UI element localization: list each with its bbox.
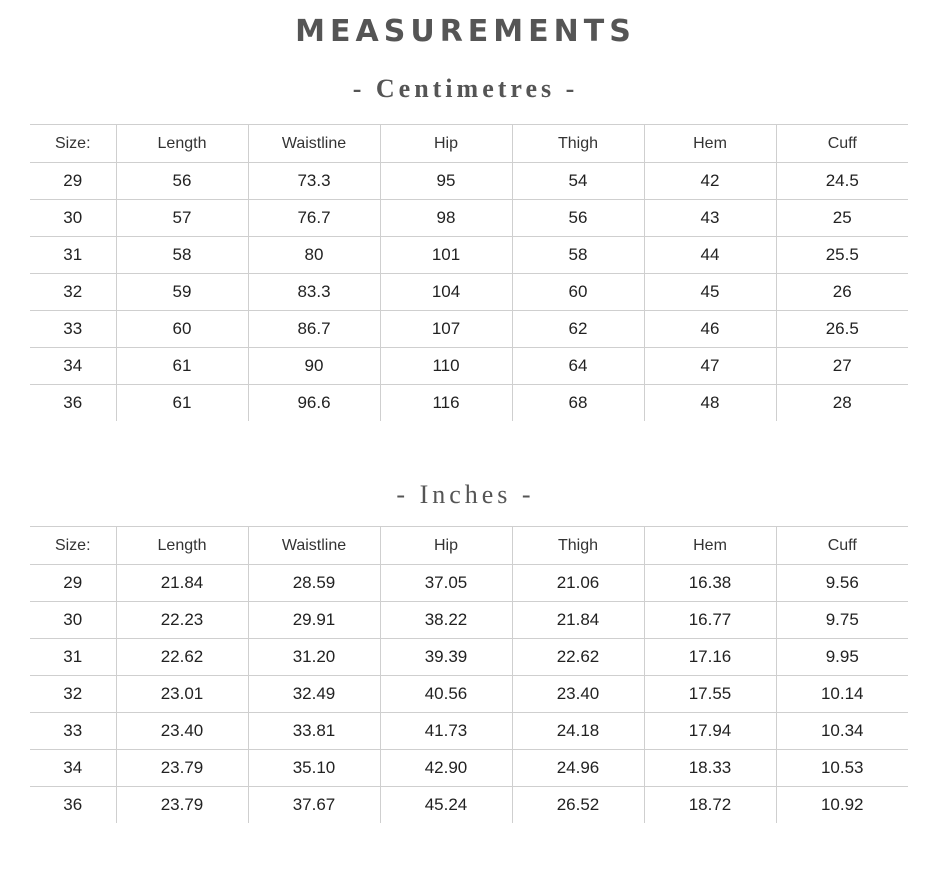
table-cell: 37.67 xyxy=(248,787,380,824)
table-cell: 16.38 xyxy=(644,565,776,602)
table-cell: 47 xyxy=(644,348,776,385)
table-cell: 18.72 xyxy=(644,787,776,824)
table-cell: 45 xyxy=(644,274,776,311)
table-cell: 24.18 xyxy=(512,713,644,750)
table-cell: 21.84 xyxy=(116,565,248,602)
table-cell: 61 xyxy=(116,385,248,422)
table-row xyxy=(30,602,908,639)
table-cell: 37.05 xyxy=(380,565,512,602)
table-cell: 83.3 xyxy=(248,274,380,311)
table-cell: 16.77 xyxy=(644,602,776,639)
table-cell: 23.79 xyxy=(116,787,248,824)
table-header-row xyxy=(30,125,908,163)
table-cell: 54 xyxy=(512,163,644,200)
table-cell: 48 xyxy=(644,385,776,422)
table-cell: 59 xyxy=(116,274,248,311)
column-header: Cuff xyxy=(776,125,908,163)
table-cell: 10.92 xyxy=(776,787,908,824)
table-cell: 116 xyxy=(380,385,512,422)
table-cell: 25 xyxy=(776,200,908,237)
table-cell: 26 xyxy=(776,274,908,311)
table-cell: 23.40 xyxy=(116,713,248,750)
table-cell: 22.23 xyxy=(116,602,248,639)
table-cell: 24.96 xyxy=(512,750,644,787)
column-header: Waistline xyxy=(248,125,380,163)
table-cell: 68 xyxy=(512,385,644,422)
table-cell: 56 xyxy=(116,163,248,200)
table-cell: 10.14 xyxy=(776,676,908,713)
table-cell: 44 xyxy=(644,237,776,274)
table-cell: 17.94 xyxy=(644,713,776,750)
table-cell: 28 xyxy=(776,385,908,422)
table-cell: 58 xyxy=(512,237,644,274)
page-title: MEASUREMENTS xyxy=(295,14,636,49)
table-cell: 56 xyxy=(512,200,644,237)
table-cell: 32 xyxy=(30,274,116,311)
table-cell: 9.56 xyxy=(776,565,908,602)
column-header: Hip xyxy=(380,125,512,163)
table-cell: 23.01 xyxy=(116,676,248,713)
column-header: Length xyxy=(116,125,248,163)
table-row xyxy=(30,676,908,713)
section-title-centimetres: - Centimetres - xyxy=(352,74,579,103)
table-cell: 9.75 xyxy=(776,602,908,639)
table-cell: 32 xyxy=(30,676,116,713)
table-cell: 36 xyxy=(30,385,116,422)
table-cell: 21.84 xyxy=(512,602,644,639)
table-cell: 31.20 xyxy=(248,639,380,676)
table-cell: 34 xyxy=(30,750,116,787)
table-cell: 90 xyxy=(248,348,380,385)
table-cell: 42.90 xyxy=(380,750,512,787)
table-cell: 10.34 xyxy=(776,713,908,750)
table-cell: 31 xyxy=(30,639,116,676)
table-cell: 46 xyxy=(644,311,776,348)
table-cell: 64 xyxy=(512,348,644,385)
table-cell: 104 xyxy=(380,274,512,311)
table-cell: 38.22 xyxy=(380,602,512,639)
table-row xyxy=(30,200,908,237)
table-cell: 22.62 xyxy=(512,639,644,676)
table-row xyxy=(30,639,908,676)
table-cell: 28.59 xyxy=(248,565,380,602)
table-cell: 60 xyxy=(116,311,248,348)
table-cell: 9.95 xyxy=(776,639,908,676)
table-cell: 95 xyxy=(380,163,512,200)
table-row xyxy=(30,163,908,200)
table-cell: 24.5 xyxy=(776,163,908,200)
column-header: Thigh xyxy=(512,125,644,163)
column-header: Hip xyxy=(380,527,512,565)
table-cell: 76.7 xyxy=(248,200,380,237)
table-cell: 33.81 xyxy=(248,713,380,750)
table-row xyxy=(30,311,908,348)
column-header: Hem xyxy=(644,527,776,565)
table-cell: 110 xyxy=(380,348,512,385)
table-cell: 45.24 xyxy=(380,787,512,824)
table-cell: 25.5 xyxy=(776,237,908,274)
table-cell: 18.33 xyxy=(644,750,776,787)
column-header: Thigh xyxy=(512,527,644,565)
table-cell: 39.39 xyxy=(380,639,512,676)
table-cell: 30 xyxy=(30,602,116,639)
table-cell: 73.3 xyxy=(248,163,380,200)
table-cell: 26.52 xyxy=(512,787,644,824)
table-cell: 23.40 xyxy=(512,676,644,713)
table-cell: 33 xyxy=(30,311,116,348)
table-cell: 29 xyxy=(30,565,116,602)
table-cell: 40.56 xyxy=(380,676,512,713)
table-cell: 30 xyxy=(30,200,116,237)
table-row xyxy=(30,237,908,274)
table-cell: 62 xyxy=(512,311,644,348)
table-cell: 36 xyxy=(30,787,116,824)
column-header: Cuff xyxy=(776,527,908,565)
table-cell: 57 xyxy=(116,200,248,237)
table-header-row xyxy=(30,527,908,565)
table-cell: 23.79 xyxy=(116,750,248,787)
table-cell: 61 xyxy=(116,348,248,385)
table-cell: 10.53 xyxy=(776,750,908,787)
table-cell: 96.6 xyxy=(248,385,380,422)
table-row xyxy=(30,348,908,385)
size-table-centimetres xyxy=(30,124,908,421)
table-cell: 35.10 xyxy=(248,750,380,787)
table-row xyxy=(30,565,908,602)
table-cell: 27 xyxy=(776,348,908,385)
size-table-inches xyxy=(30,526,908,823)
table-cell: 33 xyxy=(30,713,116,750)
table-row xyxy=(30,385,908,422)
table-cell: 101 xyxy=(380,237,512,274)
table-cell: 107 xyxy=(380,311,512,348)
table-cell: 80 xyxy=(248,237,380,274)
table-cell: 31 xyxy=(30,237,116,274)
column-header: Size: xyxy=(30,125,116,163)
column-header: Hem xyxy=(644,125,776,163)
table-cell: 17.16 xyxy=(644,639,776,676)
table-row xyxy=(30,713,908,750)
table-cell: 17.55 xyxy=(644,676,776,713)
table-cell: 29.91 xyxy=(248,602,380,639)
table-row xyxy=(30,750,908,787)
table-cell: 60 xyxy=(512,274,644,311)
table-row xyxy=(30,787,908,824)
table-cell: 29 xyxy=(30,163,116,200)
table-cell: 32.49 xyxy=(248,676,380,713)
column-header: Size: xyxy=(30,527,116,565)
table-cell: 58 xyxy=(116,237,248,274)
table-cell: 26.5 xyxy=(776,311,908,348)
section-title-inches: - Inches - xyxy=(396,480,535,509)
table-cell: 43 xyxy=(644,200,776,237)
table-cell: 86.7 xyxy=(248,311,380,348)
table-cell: 42 xyxy=(644,163,776,200)
table-cell: 22.62 xyxy=(116,639,248,676)
table-cell: 21.06 xyxy=(512,565,644,602)
table-row xyxy=(30,274,908,311)
column-header: Length xyxy=(116,527,248,565)
table-cell: 41.73 xyxy=(380,713,512,750)
table-cell: 98 xyxy=(380,200,512,237)
column-header: Waistline xyxy=(248,527,380,565)
table-cell: 34 xyxy=(30,348,116,385)
